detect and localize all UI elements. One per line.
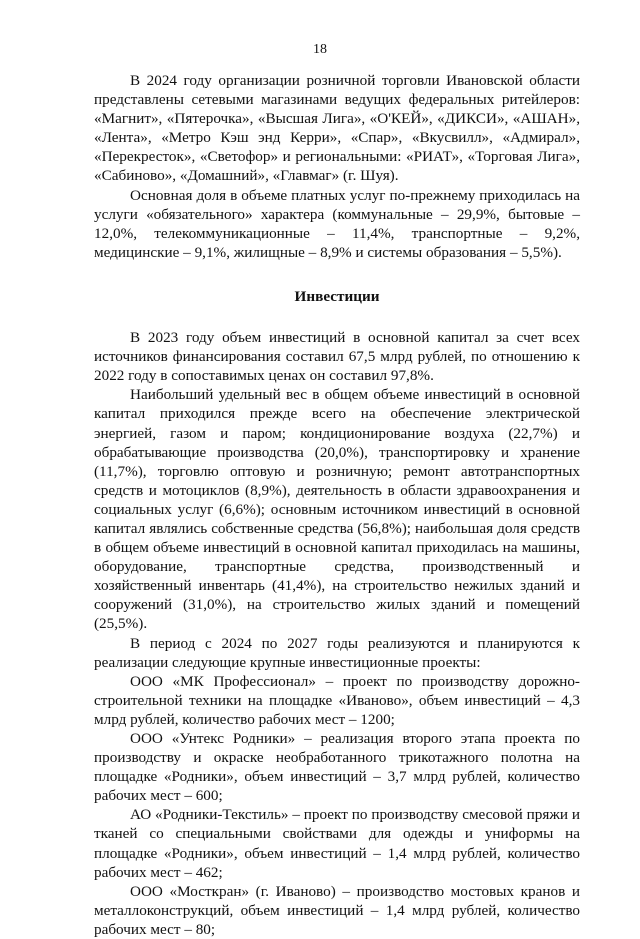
page-content (94, 71, 580, 939)
section-heading: Инвестиции (294, 287, 380, 305)
paragraph-project-rodniki-textile: АО «Родники-Текстиль» – проект по производству смесовой пряжи и тканей со специальными свойствами для одежды и униформы на площадке «Родники», объем инвестиций – 1,4 млрд рублей, количество рабочих мест – 462; (94, 806, 580, 881)
paragraph-investment-structure: Наибольший удельный вес в общем объеме инвестиций в основной капитал приходился прежде всего на обеспечение электрической энергией, газом и паром; кондиционирование воздуха (22,7%) и обрабатывающие производства (20,0%), транспортировку и хранение (11,7%), торговлю оптовую и розничную; ремонт автотранспортных средств и мотоциклов (8,9%), деятельность в области здравоохранения и социальных услуг (6,6%); основным источником инвестиций в основной капитал являлись собственные средства (56,8%); наибольшая доля средств в общем объеме инвестиций в основной капитал приходилась на машины, оборудование, транспортные средства, производственный и хозяйственный инвентарь (41,4%), на строительство нежилых зданий и сооружений (31,0%), на строительство жилых зданий и помещений (25,5%). (94, 386, 580, 633)
page-number: 18 (313, 42, 327, 57)
paragraph-paid-services: Основная доля в объеме платных услуг по-прежнему приходилась на услуги «обязательного» характера (коммунальные – 29,9%, бытовые – 12,0%, телекоммуникационные – 11,4%, транспортные – 9,2%, медицинские – 9,1%, жилищные – 8,9% и системы образования – 5,5%). (94, 186, 580, 261)
paragraph-projects-intro: В период с 2024 по 2027 годы реализуются и планируются к реализации следующие крупные инвестиционные проекты: (94, 634, 580, 671)
paragraph-project-mostkran: ООО «Мосткран» (г. Иваново) – производство мостовых кранов и металлоконструкций, объем инвестиций – 1,4 млрд рублей, количество рабочих мест – 80; (94, 882, 580, 938)
paragraph-retail-chains: В 2024 году организации розничной торговли Ивановской области представлены сетевыми магазинами ведущих федеральных ритейлеров: «Магнит», «Пятерочка», «Высшая Лига», «О'КЕЙ», «ДИКСИ», «АШАН», «Лента», «Метро Кэш энд Керри», «Спар», «Вкусвилл», «Адмирал», «Перекресток», «Светофор» и региональными: «РИАТ», «Торговая Лига», «Сабиново», «Домашний», «Главмаг» (г. Шуя). (94, 72, 580, 185)
paragraph-investment-volume: В 2023 году объем инвестиций в основной капитал за счет всех источников финансирования составил 67,5 млрд рублей, по отношению к 2022 году в сопоставимых ценах он составил 97,8%. (94, 329, 580, 385)
paragraph-project-mk-professional: ООО «МК Профессионал» – проект по производству дорожно-строительной техники на площадке «Иваново», объем инвестиций – 4,3 млрд рублей, количество рабочих мест – 1200; (94, 672, 580, 728)
paragraph-project-untex-rodniki: ООО «Унтекс Родники» – реализация второго этапа проекта по производству и окраске необработанного трикотажного полотна на площадке «Родники», объем инвестиций – 3,7 млрд рублей, количество рабочих мест – 600; (94, 730, 580, 805)
